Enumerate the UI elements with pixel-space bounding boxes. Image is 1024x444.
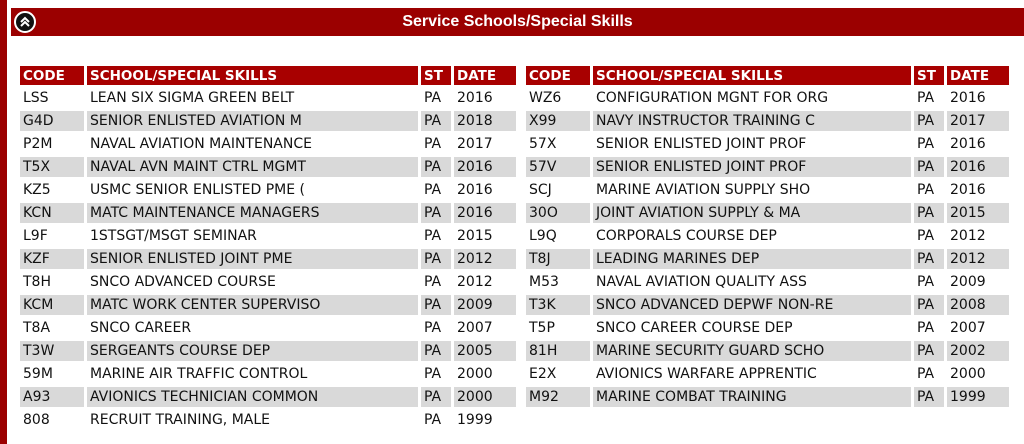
cell-date: 2015 — [457, 228, 493, 244]
section-title: Service Schools/Special Skills — [402, 13, 633, 30]
cell-code: T5P — [529, 320, 555, 336]
cell-st: PA — [421, 111, 451, 131]
table-row — [526, 249, 1009, 269]
table-row — [20, 134, 516, 154]
cell-code: 81H — [526, 341, 590, 361]
table-row — [20, 88, 516, 108]
cell-code: G4D — [20, 111, 84, 131]
table-header-row — [20, 66, 516, 85]
cell-school: JOINT AVIATION SUPPLY & MA — [593, 203, 911, 223]
cell-code: T3W — [20, 341, 84, 361]
table-row — [526, 134, 1009, 154]
cell-date: 2005 — [454, 341, 516, 361]
table-row — [20, 272, 516, 292]
table-row — [20, 203, 516, 223]
cell-code: 59M — [23, 366, 53, 382]
table-row — [526, 272, 1009, 292]
cell-date: 2016 — [950, 136, 986, 152]
table-row — [20, 180, 516, 200]
cell-school: LEAN SIX SIGMA GREEN BELT — [90, 90, 295, 106]
cell-st: PA — [421, 203, 451, 223]
cell-school: AVIONICS TECHNICIAN COMMON — [87, 387, 418, 407]
cell-code: SCJ — [529, 182, 552, 198]
skills-table-left — [17, 63, 519, 433]
table-row — [526, 295, 1009, 315]
cell-st: PA — [424, 412, 442, 428]
table-row — [20, 157, 516, 177]
cell-code: KCN — [20, 203, 84, 223]
cell-date: 1999 — [947, 387, 1009, 407]
cell-code: WZ6 — [529, 90, 562, 106]
cell-code: 57V — [526, 157, 590, 177]
cell-st: PA — [914, 387, 944, 407]
cell-date: 2018 — [454, 111, 516, 131]
cell-date: 2007 — [457, 320, 493, 336]
table-header-row — [526, 66, 1009, 85]
table-row — [20, 387, 516, 407]
cell-date: 2017 — [457, 136, 493, 152]
cell-st: PA — [917, 320, 935, 336]
column-header-school: SCHOOL/SPECIAL SKILLS — [593, 66, 911, 85]
cell-school: LEADING MARINES DEP — [593, 249, 911, 269]
cell-st: PA — [914, 203, 944, 223]
cell-st: PA — [424, 228, 442, 244]
cell-school: 1STSGT/MSGT SEMINAR — [90, 228, 257, 244]
cell-code: T8H — [23, 274, 51, 290]
table-row — [526, 111, 1009, 131]
cell-date: 2000 — [454, 387, 516, 407]
cell-school: SNCO CAREER COURSE DEP — [596, 320, 793, 336]
cell-st: PA — [914, 111, 944, 131]
skills-table-right — [523, 63, 1012, 410]
cell-st: PA — [424, 274, 442, 290]
cell-code: P2M — [23, 136, 53, 152]
table-row — [20, 410, 516, 430]
cell-st: PA — [421, 341, 451, 361]
cell-school: MARINE SECURITY GUARD SCHO — [593, 341, 911, 361]
cell-st: PA — [914, 157, 944, 177]
cell-code: T3K — [526, 295, 590, 315]
cell-st: PA — [917, 366, 935, 382]
cell-code: L9F — [23, 228, 48, 244]
cell-date: 2016 — [457, 90, 493, 106]
cell-code: E2X — [529, 366, 557, 382]
cell-st: PA — [421, 249, 451, 269]
table-row — [20, 364, 516, 384]
cell-date: 2007 — [950, 320, 986, 336]
cell-date: 2016 — [950, 182, 986, 198]
cell-st: PA — [421, 295, 451, 315]
cell-school: AVIONICS WARFARE APPRENTIC — [596, 366, 817, 382]
cell-school: NAVY INSTRUCTOR TRAINING C — [593, 111, 911, 131]
table-row — [20, 295, 516, 315]
cell-date: 2012 — [947, 249, 1009, 269]
column-header-st: ST — [914, 66, 944, 85]
table-row — [526, 180, 1009, 200]
cell-date: 2012 — [454, 249, 516, 269]
cell-code: KZF — [20, 249, 84, 269]
cell-code: LSS — [23, 90, 49, 106]
cell-st: PA — [424, 90, 442, 106]
column-header-code: CODE — [526, 66, 590, 85]
cell-date: 2016 — [457, 182, 493, 198]
table-row — [526, 318, 1009, 338]
column-header-date: DATE — [454, 66, 516, 85]
cell-st: PA — [424, 320, 442, 336]
left-border-rule — [0, 0, 7, 444]
table-row — [20, 226, 516, 246]
cell-code: KZ5 — [23, 182, 51, 198]
cell-date: 2000 — [950, 366, 986, 382]
table-row — [20, 318, 516, 338]
cell-school: SENIOR ENLISTED JOINT PROF — [596, 136, 807, 152]
cell-school: MARINE AIR TRAFFIC CONTROL — [90, 366, 308, 382]
cell-date: 2012 — [950, 228, 986, 244]
cell-st: PA — [424, 136, 442, 152]
cell-code: X99 — [526, 111, 590, 131]
cell-school: NAVAL AVIATION QUALITY ASS — [596, 274, 807, 290]
cell-school: USMC SENIOR ENLISTED PME ( — [90, 182, 306, 198]
cell-school: MATC MAINTENANCE MANAGERS — [87, 203, 418, 223]
cell-school: SNCO CAREER — [90, 320, 192, 336]
cell-st: PA — [914, 249, 944, 269]
cell-code: A93 — [20, 387, 84, 407]
table-row — [526, 226, 1009, 246]
cell-date: 2016 — [947, 157, 1009, 177]
cell-date: 2002 — [947, 341, 1009, 361]
table-row — [526, 157, 1009, 177]
cell-school: CORPORALS COURSE DEP — [596, 228, 777, 244]
cell-school: SERGEANTS COURSE DEP — [87, 341, 418, 361]
cell-st: PA — [914, 295, 944, 315]
cell-code: M53 — [529, 274, 559, 290]
table-row — [20, 111, 516, 131]
cell-date: 1999 — [457, 412, 493, 428]
column-header-date: DATE — [947, 66, 1009, 85]
cell-school: SENIOR ENLISTED AVIATION M — [87, 111, 418, 131]
cell-code: T8J — [526, 249, 590, 269]
cell-school: MARINE AVIATION SUPPLY SHO — [596, 182, 811, 198]
cell-school: MATC WORK CENTER SUPERVISO — [87, 295, 418, 315]
cell-code: KCM — [20, 295, 84, 315]
cell-st: PA — [421, 157, 451, 177]
cell-code: 30O — [526, 203, 590, 223]
cell-school: SENIOR ENLISTED JOINT PME — [87, 249, 418, 269]
cell-date: 2017 — [947, 111, 1009, 131]
column-header-code: CODE — [20, 66, 84, 85]
table-row — [526, 88, 1009, 108]
table-row — [20, 249, 516, 269]
cell-code: M92 — [526, 387, 590, 407]
cell-st: PA — [914, 341, 944, 361]
table-row — [526, 364, 1009, 384]
cell-date: 2015 — [947, 203, 1009, 223]
cell-code: T8A — [23, 320, 51, 336]
table-row — [526, 203, 1009, 223]
table-row — [526, 341, 1009, 361]
cell-date: 2008 — [947, 295, 1009, 315]
cell-date: 2000 — [457, 366, 493, 382]
cell-st: PA — [917, 228, 935, 244]
table-row — [20, 341, 516, 361]
cell-st: PA — [421, 387, 451, 407]
cell-code: 808 — [23, 412, 50, 428]
cell-date: 2016 — [454, 157, 516, 177]
column-header-school: SCHOOL/SPECIAL SKILLS — [87, 66, 418, 85]
cell-date: 2016 — [950, 90, 986, 106]
cell-code: T5X — [20, 157, 84, 177]
cell-st: PA — [917, 136, 935, 152]
cell-school: SENIOR ENLISTED JOINT PROF — [593, 157, 911, 177]
cell-school: RECRUIT TRAINING, MALE — [90, 412, 270, 428]
cell-st: PA — [424, 366, 442, 382]
cell-date: 2016 — [454, 203, 516, 223]
cell-school: SNCO ADVANCED DEPWF NON-RE — [593, 295, 911, 315]
column-header-st: ST — [421, 66, 451, 85]
cell-school: CONFIGURATION MGNT FOR ORG — [596, 90, 829, 106]
cell-st: PA — [917, 90, 935, 106]
cell-school: SNCO ADVANCED COURSE — [90, 274, 276, 290]
section-header — [11, 8, 1024, 36]
cell-school: NAVAL AVN MAINT CTRL MGMT — [87, 157, 418, 177]
cell-code: 57X — [529, 136, 557, 152]
cell-date: 2012 — [457, 274, 493, 290]
cell-date: 2009 — [454, 295, 516, 315]
cell-st: PA — [917, 182, 935, 198]
cell-st: PA — [424, 182, 442, 198]
cell-school: NAVAL AVIATION MAINTENANCE — [90, 136, 312, 152]
cell-code: L9Q — [529, 228, 557, 244]
table-row — [526, 387, 1009, 407]
cell-st: PA — [917, 274, 935, 290]
cell-school: MARINE COMBAT TRAINING — [593, 387, 911, 407]
cell-date: 2009 — [950, 274, 986, 290]
